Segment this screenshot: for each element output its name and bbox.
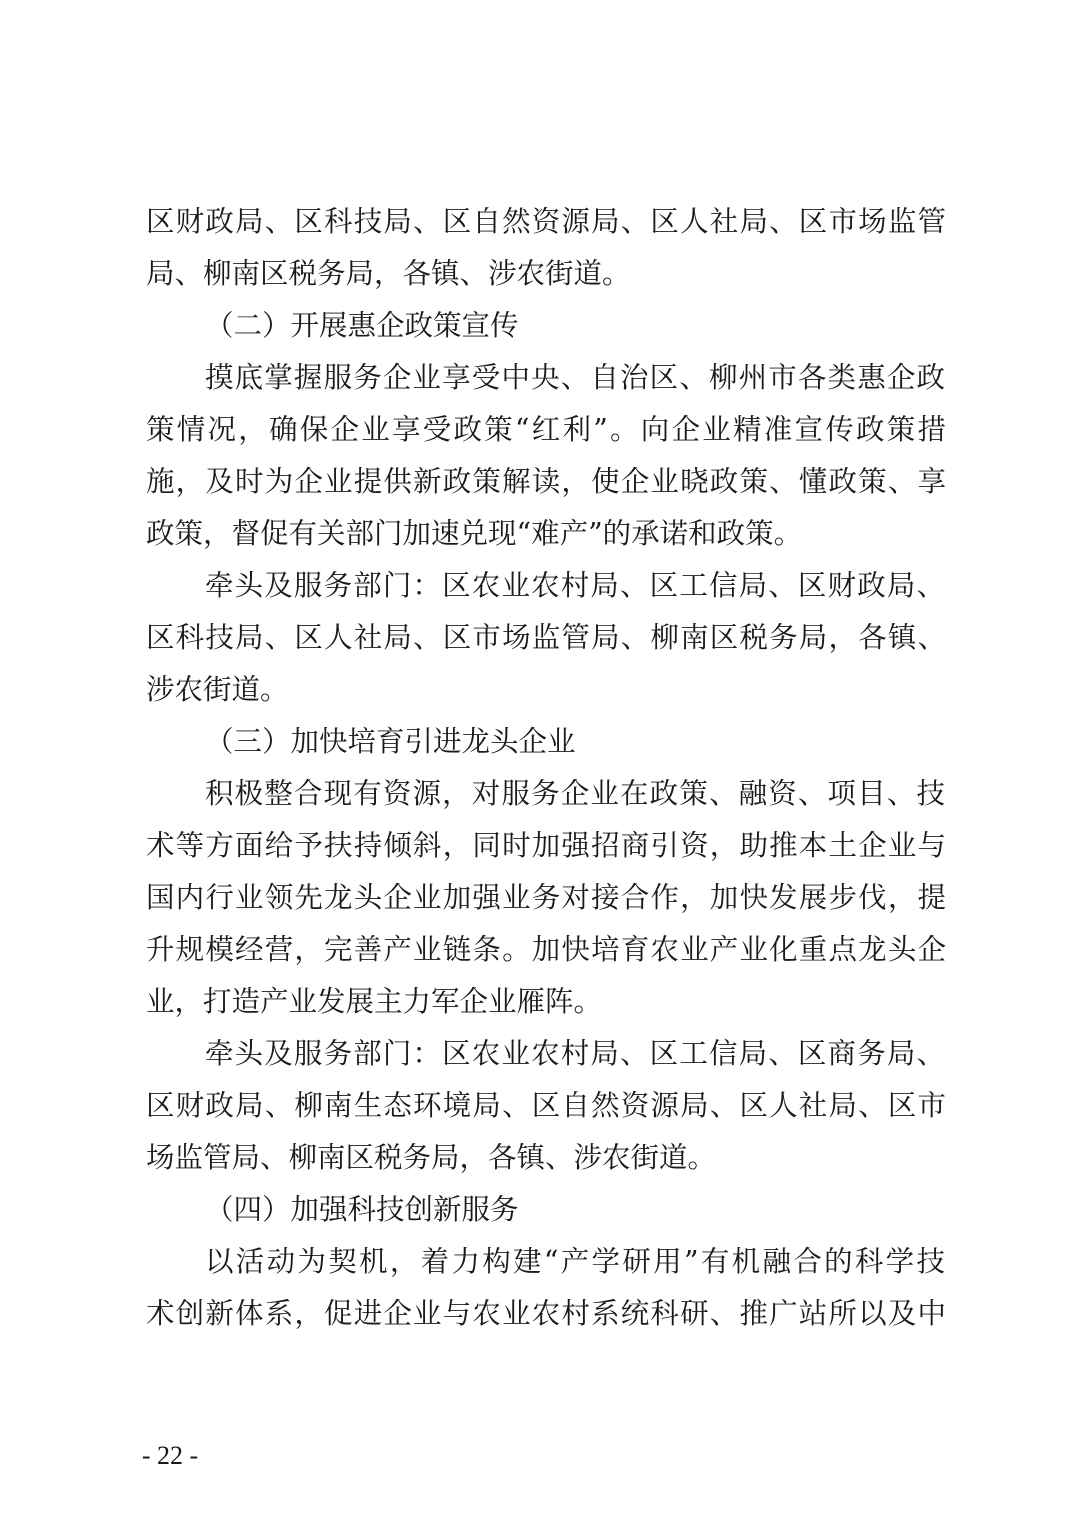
body-text-line: 术等方面给予扶持倾斜，同时加强招商引资，助推本土企业与 [146, 829, 946, 862]
body-text-line: 区科技局、区人社局、区市场监管局、柳南区税务局，各镇、 [146, 621, 946, 654]
body-text-line: 业，打造产业发展主力军企业雁阵。 [146, 985, 603, 1018]
body-text-line: 升规模经营，完善产业链条。加快培育农业产业化重点龙头企 [146, 933, 946, 966]
body-text-line: 策情况，确保企业享受政策“红利”。向企业精准宣传政策措 [146, 413, 946, 446]
body-text-line: 施，及时为企业提供新政策解读，使企业晓政策、懂政策、享 [146, 465, 946, 498]
section-heading: （三）加快培育引进龙头企业 [205, 725, 576, 758]
paragraph-first-line: 牵头及服务部门：区农业农村局、区工信局、区财政局、 [205, 569, 945, 602]
body-text-line: 涉农街道。 [146, 673, 289, 706]
paragraph-first-line: 以活动为契机，着力构建“产学研用”有机融合的科学技 [205, 1245, 945, 1278]
paragraph-first-line: 积极整合现有资源，对服务企业在政策、融资、项目、技 [205, 777, 945, 810]
section-heading: （二）开展惠企政策宣传 [205, 309, 519, 342]
body-text-line: 局、柳南区税务局，各镇、涉农街道。 [146, 257, 631, 290]
body-text-line: 政策，督促有关部门加速兑现“难产”的承诺和政策。 [146, 517, 803, 550]
body-text-line: 区财政局、区科技局、区自然资源局、区人社局、区市场监管 [146, 205, 946, 238]
page-number: - 22 - [141, 1441, 199, 1470]
paragraph-first-line: 摸底掌握服务企业享受中央、自治区、柳州市各类惠企政 [205, 361, 945, 394]
body-text-line: 场监管局、柳南区税务局，各镇、涉农街道。 [146, 1141, 717, 1174]
body-text-line: 区财政局、柳南生态环境局、区自然资源局、区人社局、区市 [146, 1089, 946, 1122]
paragraph-first-line: 牵头及服务部门：区农业农村局、区工信局、区商务局、 [205, 1037, 945, 1070]
section-heading: （四）加强科技创新服务 [205, 1193, 519, 1226]
body-text-line: 国内行业领先龙头企业加强业务对接合作，加快发展步伐，提 [146, 881, 946, 914]
body-text-line: 术创新体系，促进企业与农业农村系统科研、推广站所以及中 [146, 1297, 946, 1330]
